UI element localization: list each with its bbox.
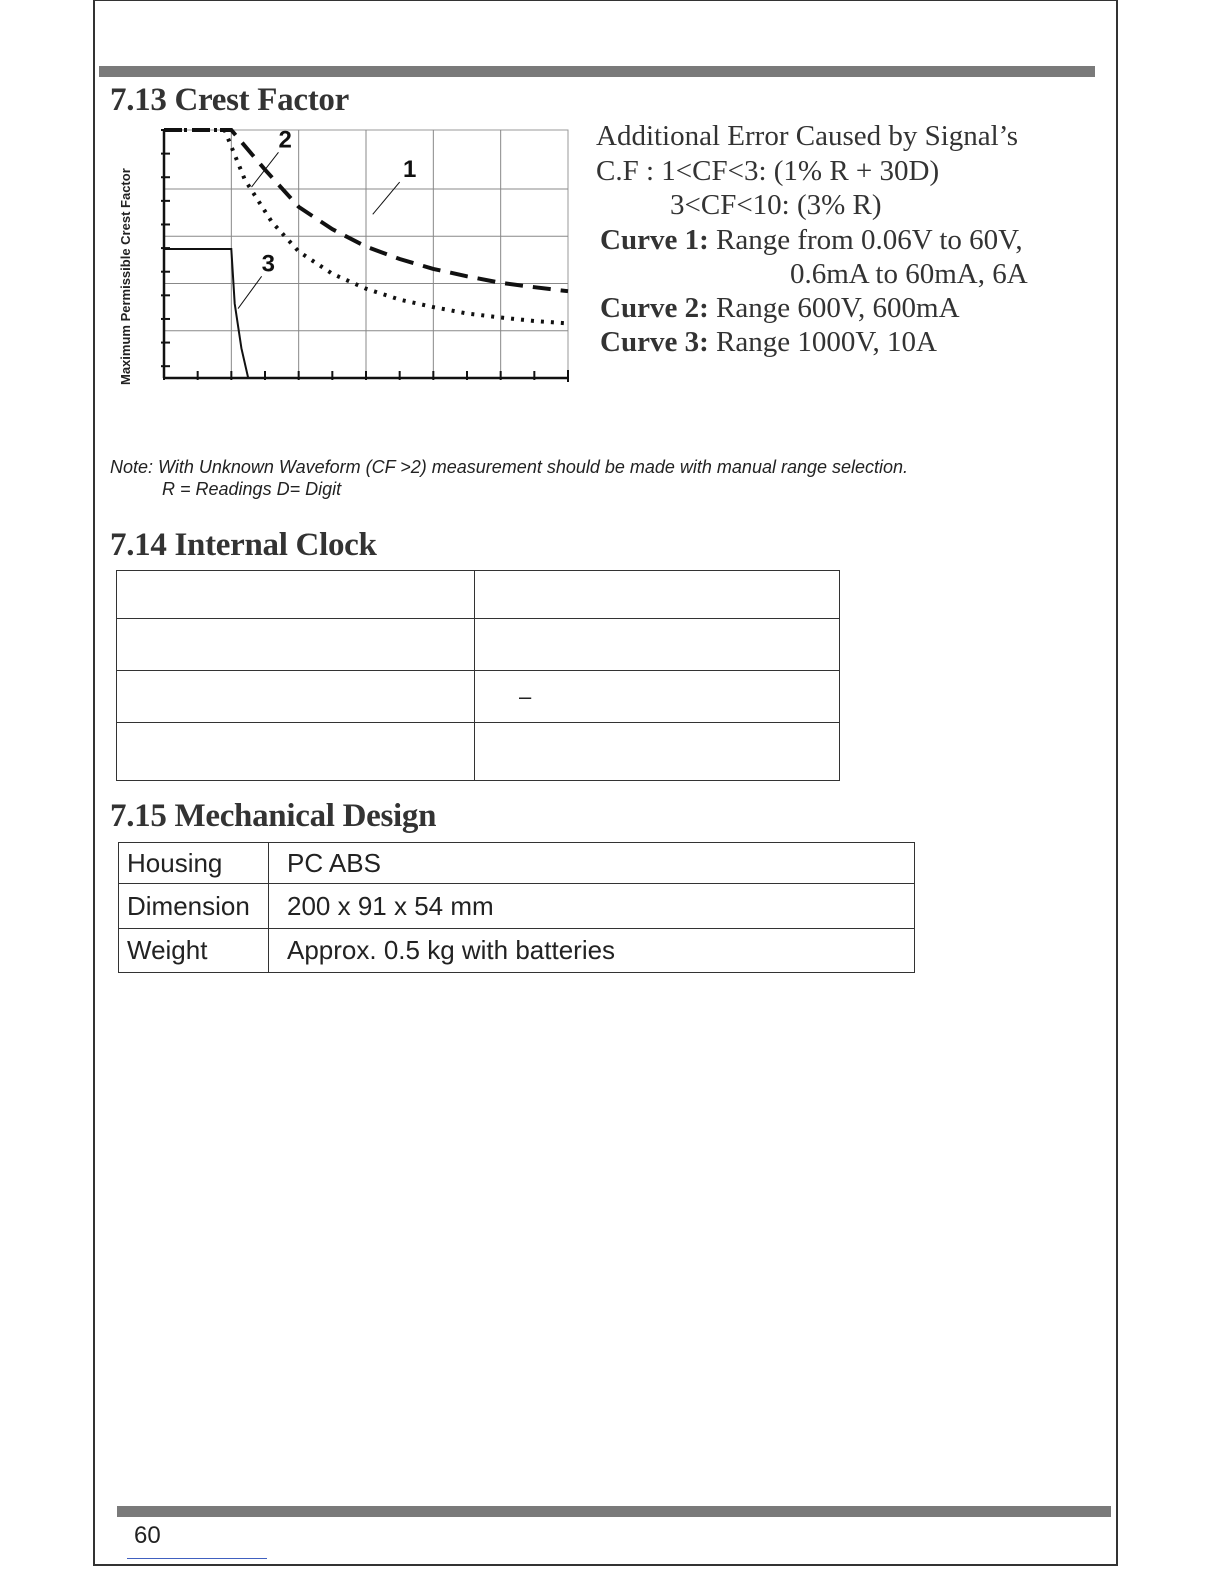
mechanical-table [118, 842, 915, 973]
curve-1-line [600, 224, 1023, 257]
chart-y-axis-label: Maximum Permissible Crest Factor [118, 168, 133, 385]
table-cell [475, 671, 840, 723]
table-cell-label: Housing [119, 843, 269, 884]
crest-factor-chart [130, 118, 580, 418]
table-cell [117, 671, 475, 723]
section-heading-internal-clock: 7.14 Internal Clock [110, 527, 377, 563]
curve-3-line [600, 326, 937, 359]
error-line-1: Additional Error Caused by Signal’s [596, 120, 1019, 152]
table-cell-label: Weight [119, 929, 269, 973]
table-cell [475, 571, 840, 619]
chart-curve-label: 3 [261, 250, 275, 278]
chart-curve-label: 2 [278, 126, 292, 154]
section-heading-crest-factor: 7.13 Crest Factor [110, 82, 349, 118]
table-cell-label: Dimension [119, 884, 269, 929]
curve-1-continuation: 0.6mA to 60mA, 6A [790, 258, 1028, 290]
curve-1-text: Range from 0.06V to 60V, [715, 224, 1023, 256]
chart-curve-label: 1 [403, 156, 417, 184]
section-heading-mechanical: 7.15 Mechanical Design [110, 798, 437, 834]
table-cell [117, 571, 475, 619]
table-cell [117, 723, 475, 781]
table-cell-value: 200 x 91 x 54 mm [269, 884, 915, 929]
top-rule [99, 66, 1095, 77]
page-number: 60 [134, 1522, 161, 1549]
page-number-underline [127, 1558, 267, 1559]
table-cell-value: Approx. 0.5 kg with batteries [269, 929, 915, 973]
table-cell-value: PC ABS [269, 843, 915, 884]
error-line-3: 3<CF<10: (3% R) [670, 189, 882, 221]
curve-3-text: Range 1000V, 10A [715, 326, 937, 358]
curve-3-label: Curve 3: [600, 326, 709, 358]
table-cell [475, 619, 840, 671]
internal-clock-table [116, 570, 840, 781]
note-line-1: Note: With Unknown Waveform (CF >2) measurement should be made with manual range selection. [110, 457, 909, 477]
curve-2-label: Curve 2: [600, 292, 709, 324]
note-line-2: R = Readings D= Digit [162, 479, 342, 499]
table-cell [117, 619, 475, 671]
curve-1-label: Curve 1: [600, 224, 709, 256]
error-line-2: C.F : 1<CF<3: (1% R + 30D) [596, 155, 940, 187]
bottom-rule [117, 1506, 1111, 1517]
table-cell [475, 723, 840, 781]
dash-mark: – [519, 683, 532, 709]
curve-2-text: Range 600V, 600mA [715, 292, 960, 324]
curve-2-line [600, 292, 960, 325]
